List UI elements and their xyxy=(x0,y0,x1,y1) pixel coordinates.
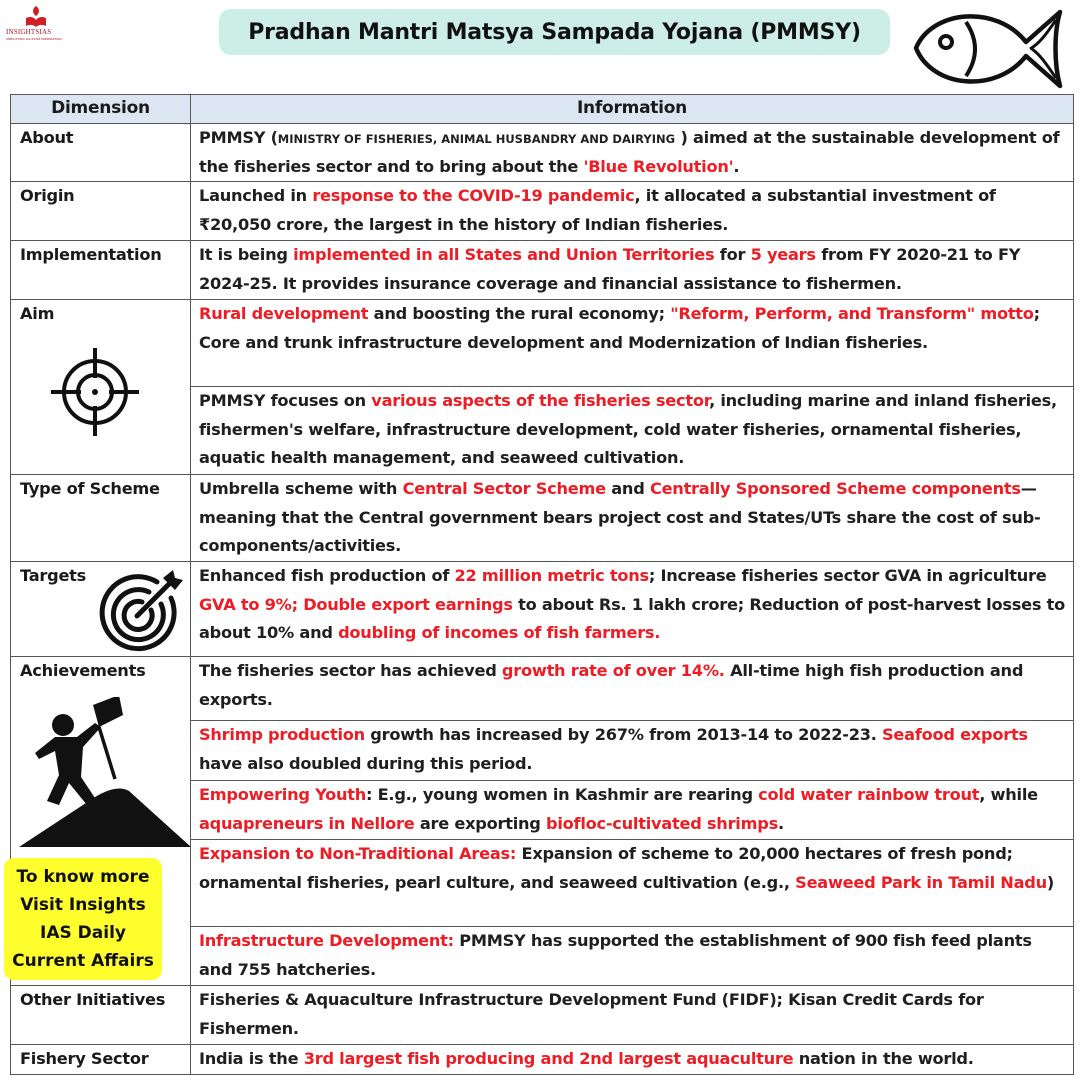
cta-line: IAS Daily xyxy=(40,923,126,943)
table-row-type xyxy=(11,475,1074,562)
table-row-other xyxy=(11,986,1074,1045)
info-cell: Rural development and boosting the rural economy; "Reform, Perform, and Transform" motto; Core and trunk infrastructure development and Modernization of Indian fisheries. xyxy=(191,300,1074,387)
climber-flag-icon xyxy=(19,697,191,847)
dimension-label: Targets xyxy=(20,566,87,586)
cta-box xyxy=(4,858,162,980)
info-cell: Shrimp production growth has increased by 267% from 2013-14 to 2022-23. Seafood exports have also doubled during this period. xyxy=(191,721,1074,781)
dimension-cell xyxy=(11,562,191,657)
info-cell: PMMSY focuses on various aspects of the fisheries sector, including marine and inland fisheries, fishermen's welfare, infrastructure development, cold water fisheries, ornamental fisheries, aquatic health management, and seaweed cultivation. xyxy=(191,387,1074,475)
cta-line: To know more xyxy=(16,867,150,887)
dimension-cell: About xyxy=(11,124,191,182)
column-header-information: Information xyxy=(191,95,1074,124)
table-row-achievements xyxy=(11,657,1074,721)
column-header-dimension: Dimension xyxy=(11,95,191,124)
table-row-implementation xyxy=(11,241,1074,300)
info-cell: Umbrella scheme with Central Sector Scheme and Centrally Sponsored Scheme components—meaning that the Central government bears project cost and States/UTs share the cost of sub-components/activities. xyxy=(191,475,1074,562)
info-cell: Empowering Youth: E.g., young women in Kashmir are rearing cold water rainbow trout, while aquapreneurs in Nellore are exporting biofloc-cultivated shrimps. xyxy=(191,781,1074,840)
dimension-cell: Type of Scheme xyxy=(11,475,191,562)
dimension-cell xyxy=(11,300,191,475)
dimension-cell: Fishery Sector xyxy=(11,1045,191,1075)
info-cell: It is being implemented in all States and Union Territories for 5 years from FY 2020-21 to FY 2024-25. It provides insurance coverage and financial assistance to fishermen. xyxy=(191,241,1074,300)
info-cell: Expansion to Non-Traditional Areas: Expansion of scheme to 20,000 hectares of fresh pond; ornamental fisheries, pearl culture, and seaweed cultivation (e.g., Seaweed Park in Tamil Nadu) xyxy=(191,840,1074,927)
logo-subtext: SIMPLIFYING IAS EXAM PREPARATION xyxy=(6,37,62,41)
info-table xyxy=(10,94,1074,1075)
dimension-cell: Other Initiatives xyxy=(11,986,191,1045)
fish-icon xyxy=(910,2,1070,94)
info-cell: Launched in response to the COVID-19 pandemic, it allocated a substantial investment of ₹20,050 crore, the largest in the history of Indian fisheries. xyxy=(191,182,1074,241)
table-header-row xyxy=(11,95,1074,124)
dimension-cell: Origin xyxy=(11,182,191,241)
logo-text: INSIGHTSIAS xyxy=(6,28,52,36)
info-cell: India is the 3rd largest fish producing and 2nd largest aquaculture nation in the world. xyxy=(191,1045,1074,1075)
cta-line: Current Affairs xyxy=(12,951,154,971)
target-arrow-icon xyxy=(99,568,185,654)
crosshair-icon xyxy=(47,344,143,440)
dimension-cell: Implementation xyxy=(11,241,191,300)
table-row-targets xyxy=(11,562,1074,657)
brand-logo xyxy=(6,4,64,44)
table-row-aim xyxy=(11,300,1074,387)
logo-icon xyxy=(24,4,48,28)
table-row-about xyxy=(11,124,1074,182)
table-row-fishery xyxy=(11,1045,1074,1075)
info-cell: The fisheries sector has achieved growth rate of over 14%. All-time high fish production and exports. xyxy=(191,657,1074,721)
info-cell: Fisheries & Aquaculture Infrastructure Development Fund (FIDF); Kisan Credit Cards for Fishermen. xyxy=(191,986,1074,1045)
cta-line: Visit Insights xyxy=(20,895,146,915)
info-cell: Enhanced fish production of 22 million metric tons; Increase fisheries sector GVA in agriculture GVA to 9%; Double export earnings to about Rs. 1 lakh crore; Reduction of post-harvest losses to about 10% and doubling of incomes of fish farmers. xyxy=(191,562,1074,657)
table-row-origin xyxy=(11,182,1074,241)
dimension-label: Achievements xyxy=(20,661,146,681)
info-cell: PMMSY (MINISTRY OF FISHERIES, ANIMAL HUSBANDRY AND DAIRYING ) aimed at the sustainable development of the fisheries sector and to bring about the 'Blue Revolution'. xyxy=(191,124,1074,182)
info-cell: Infrastructure Development: PMMSY has supported the establishment of 900 fish feed plants and 755 hatcheries. xyxy=(191,927,1074,986)
dimension-label: Aim xyxy=(20,304,55,324)
page-title: Pradhan Mantri Matsya Sampada Yojana (PMMSY) xyxy=(219,9,890,55)
